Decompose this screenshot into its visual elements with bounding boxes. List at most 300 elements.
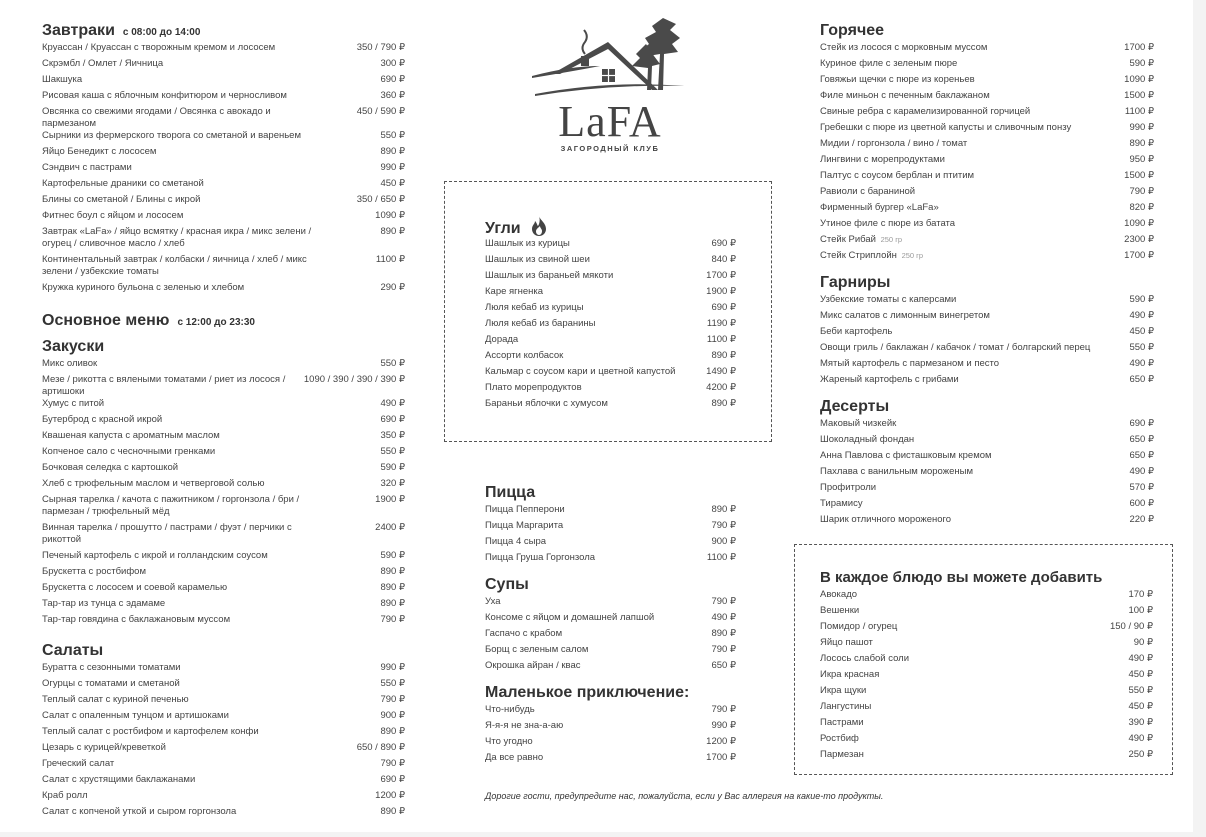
menu-item (42, 598, 405, 614)
menu-item-price: 1100 ₽ (706, 552, 736, 563)
menu-item-price: 1500 ₽ (1124, 170, 1154, 181)
menu-item-name: Борщ с зеленым салом (485, 644, 589, 655)
menu-item-price: 820 ₽ (1129, 202, 1154, 213)
menu-item (820, 701, 1153, 717)
menu-item-name: Жареный картофель с грибами (820, 374, 959, 385)
menu-item-name: Теплый салат с ростбифом и картофелем конфи (42, 726, 259, 737)
menu-item-price: 890 ₽ (711, 398, 736, 409)
menu-item-name: Пастрами (820, 717, 864, 728)
menu-item-price: 590 ₽ (1129, 58, 1154, 69)
adventure-list (485, 704, 736, 768)
menu-item-name: Копченое сало с чесночными гренками (42, 446, 216, 457)
menu-item (42, 282, 405, 298)
menu-item-price: 2300 ₽ (1124, 234, 1154, 245)
menu-item (42, 662, 405, 678)
menu-item (820, 90, 1154, 106)
menu-item-price: 450 ₽ (380, 178, 405, 189)
menu-item (485, 366, 736, 382)
menu-item-price: 350 / 650 ₽ (356, 194, 405, 205)
menu-item-price: 890 ₽ (380, 566, 405, 577)
breakfast-hours: с 08:00 до 14:00 (122, 27, 201, 38)
menu-item-price: 890 ₽ (380, 726, 405, 737)
menu-item (485, 350, 736, 366)
menu-item-name: Квашеная капуста с ароматным маслом (42, 430, 220, 441)
menu-item-price: 690 ₽ (711, 302, 736, 313)
menu-item (42, 566, 405, 582)
menu-item-price: 1100 ₽ (375, 254, 405, 265)
menu-item (820, 186, 1154, 202)
menu-item-name: Что угодно (485, 736, 533, 747)
menu-item-name: Помидор / огурец (820, 621, 898, 632)
menu-item-price: 1090 / 390 / 390 / 390 ₽ (303, 374, 405, 385)
menu-item-price: 690 ₽ (711, 238, 736, 249)
menu-item (485, 382, 736, 398)
menu-item-price: 590 ₽ (380, 550, 405, 561)
menu-item-price: 900 ₽ (711, 536, 736, 547)
menu-item (42, 446, 405, 462)
menu-item (820, 202, 1154, 218)
main-menu-hours: с 12:00 до 23:30 (177, 317, 255, 328)
menu-item-price: 790 ₽ (711, 704, 736, 715)
menu-item-name: Тар-тар из тунца с эдамаме (42, 598, 166, 609)
menu-item-name: Маковый чизкейк (820, 418, 897, 429)
menu-item-name: Фирменный бургер «LaFa» (820, 202, 939, 213)
soups-list (485, 596, 736, 676)
menu-item-name: Кружка куриного бульона с зеленью и хлебом (42, 282, 245, 293)
logo-name: LaFA (558, 97, 662, 146)
starters-list (42, 358, 405, 630)
menu-item (42, 774, 405, 790)
menu-item-name: Цезарь с курицей/креветкой (42, 742, 166, 753)
menu-item-price: 890 ₽ (380, 806, 405, 817)
menu-item-price: 790 ₽ (711, 520, 736, 531)
menu-item-name: Пицца Пепперони (485, 504, 565, 515)
menu-item-price: 490 ₽ (1129, 358, 1154, 369)
menu-item-name: Люля кебаб из курицы (485, 302, 584, 313)
menu-item-name: Гаспачо с крабом (485, 628, 563, 639)
menu-item (820, 106, 1154, 122)
menu-item-name: Стейк Стриплойн 250 гр (820, 250, 924, 261)
menu-item-name: Салат с копченой уткой и сыром горгонзола (42, 806, 237, 817)
menu-item (485, 302, 736, 318)
menu-item (42, 254, 405, 282)
menu-item-name: Брускетта с ростбифом (42, 566, 146, 577)
menu-item-name: Шакшука (42, 74, 83, 85)
menu-item (42, 58, 405, 74)
menu-item-price: 550 ₽ (380, 130, 405, 141)
menu-item (42, 226, 405, 254)
menu-item-name: Каре ягненка (485, 286, 544, 297)
menu-item-name: Утиное филе с пюре из батата (820, 218, 956, 229)
menu-item-name: Блины со сметаной / Блины с икрой (42, 194, 201, 205)
menu-item-name: Яйцо Бенедикт с лососем (42, 146, 157, 157)
menu-item-price: 1090 ₽ (1124, 218, 1154, 229)
menu-item (485, 520, 736, 536)
menu-item-name: Печеный картофель с икрой и голландским соусом (42, 550, 268, 561)
menu-item-name: Икра красная (820, 669, 880, 680)
menu-item (485, 552, 736, 568)
menu-item-price: 790 ₽ (711, 644, 736, 655)
menu-item (820, 122, 1154, 138)
menu-item-name: Круассан / Круассан с творожным кремом и лососем (42, 42, 276, 53)
lafa-logo (530, 14, 690, 156)
section-title-extras: В каждое блюдо вы можете добавить (820, 569, 1103, 586)
menu-item (485, 752, 736, 768)
extras-list (820, 589, 1153, 765)
menu-item (42, 522, 405, 550)
desserts-list (820, 418, 1154, 530)
menu-item (42, 678, 405, 694)
menu-item-name: Лингвини с морепродуктами (820, 154, 945, 165)
menu-item-name: Икра щуки (820, 685, 867, 696)
menu-item-price: 790 ₽ (380, 758, 405, 769)
section-title-hot: Горячее (820, 22, 885, 39)
menu-item (42, 758, 405, 774)
menu-item-price: 550 ₽ (380, 358, 405, 369)
menu-item-price: 1200 ₽ (375, 790, 405, 801)
section-title-desserts: Десерты (820, 398, 890, 415)
menu-item (820, 342, 1154, 358)
menu-item-name: Кальмар с соусом кари и цветной капустой (485, 366, 676, 377)
menu-item (820, 498, 1154, 514)
menu-item-price: 890 ₽ (380, 146, 405, 157)
menu-item-name: Скрэмбл / Омлет / Яичница (42, 58, 164, 69)
menu-item (485, 720, 736, 736)
menu-item (42, 414, 405, 430)
menu-item (485, 596, 736, 612)
menu-item-name: Шоколадный фондан (820, 434, 915, 445)
menu-item (42, 130, 405, 146)
menu-item-name: Сырная тарелка / качота с пажитником / горгонзола / бри / пармезан / трюфельный мёд (42, 494, 300, 517)
menu-item-price: 790 ₽ (1129, 186, 1154, 197)
menu-item-price: 1090 ₽ (1124, 74, 1154, 85)
menu-item-name: Вешенки (820, 605, 860, 616)
menu-item (820, 434, 1154, 450)
menu-item (42, 358, 405, 374)
menu-item-name: Куриное филе с зеленым пюре (820, 58, 958, 69)
menu-item-price: 890 ₽ (380, 598, 405, 609)
house-trees-icon (530, 14, 690, 104)
menu-item-name: Свиные ребра с карамелизированной горчицей (820, 106, 1031, 117)
menu-item-price: 550 ₽ (1129, 342, 1154, 353)
menu-item-price: 1190 ₽ (706, 318, 736, 329)
menu-item-price: 790 ₽ (711, 596, 736, 607)
menu-item-name: Говяжьи щечки с пюре из кореньев (820, 74, 975, 85)
menu-item-price: 1700 ₽ (1124, 250, 1154, 261)
menu-item-price: 590 ₽ (380, 462, 405, 473)
logo-subtitle: ЗАГОРОДНЫЙ КЛУБ (560, 144, 660, 153)
menu-item (42, 90, 405, 106)
coals-section (485, 212, 736, 414)
menu-item-price: 570 ₽ (1129, 482, 1154, 493)
allergy-note: Дорогие гости, предупредите нас, пожалуйста, если у Вас аллергия на какие-то продукты. (485, 791, 884, 801)
menu-item (42, 478, 405, 494)
menu-item-name: Шашлык из бараньей мякоти (485, 270, 614, 281)
menu-item (485, 238, 736, 254)
menu-item-name: Плато морепродуктов (485, 382, 582, 393)
menu-item (820, 653, 1153, 669)
middle-column (485, 478, 736, 768)
menu-item (42, 614, 405, 630)
menu-item (42, 694, 405, 710)
menu-item-name: Бутерброд с красной икрой (42, 414, 163, 425)
section-title-starters: Закуски (42, 338, 105, 355)
menu-item-price: 1500 ₽ (1124, 90, 1154, 101)
menu-item-price: 1900 ₽ (375, 494, 405, 505)
menu-item-name: Пахлава с ванильным мороженым (820, 466, 973, 477)
menu-item-name: Тар-тар говядина с баклажановым муссом (42, 614, 231, 625)
menu-item-name: Континентальный завтрак / колбаски / яичница / хлеб / микс зелени / узбекские томаты (42, 254, 307, 277)
menu-item-price: 1490 ₽ (706, 366, 736, 377)
menu-item-price: 990 ₽ (711, 720, 736, 731)
menu-item-name: Шашлык из курицы (485, 238, 570, 249)
menu-item-price: 1090 ₽ (375, 210, 405, 221)
menu-item (820, 374, 1154, 390)
menu-item (820, 685, 1153, 701)
menu-item-name: Бочковая селедка с картошкой (42, 462, 179, 473)
menu-item-name: Брускетта с лососем и соевой карамелью (42, 582, 228, 593)
menu-item-price: 360 ₽ (380, 90, 405, 101)
menu-item-name: Шашлык из свиной шеи (485, 254, 590, 265)
menu-item-name: Завтрак «LaFa» / яйцо всмятку / красная икра / микс зелени / огурец / сливочное масло / хлеб (42, 226, 312, 249)
menu-item-price: 550 ₽ (380, 678, 405, 689)
menu-item-price: 100 ₽ (1128, 605, 1153, 616)
menu-item-name: Сэндвич с пастрами (42, 162, 132, 173)
menu-item-price: 890 ₽ (711, 504, 736, 515)
salads-list (42, 662, 405, 822)
menu-item-price: 590 ₽ (1129, 294, 1154, 305)
menu-item-price: 490 ₽ (380, 398, 405, 409)
menu-item-name: Стейк из лосося с морковным муссом (820, 42, 988, 53)
menu-item (820, 418, 1154, 434)
menu-item (820, 466, 1154, 482)
menu-item (820, 637, 1153, 653)
menu-item-price: 350 / 790 ₽ (356, 42, 405, 53)
menu-item (485, 398, 736, 414)
menu-item (820, 234, 1154, 250)
right-column (820, 20, 1154, 530)
menu-item-name: Буратта с сезонными томатами (42, 662, 181, 673)
menu-item-name: Микс оливок (42, 358, 98, 369)
menu-item (820, 42, 1154, 58)
menu-item (485, 286, 736, 302)
menu-item-price: 490 ₽ (1128, 653, 1153, 664)
menu-item-name: Люля кебаб из баранины (485, 318, 596, 329)
menu-item (820, 154, 1154, 170)
menu-item-price: 490 ₽ (1129, 466, 1154, 477)
menu-item-name: Овсянка со свежими ягодами / Овсянка с авокадо и пармезаном (42, 106, 271, 129)
menu-item-price: 890 ₽ (1129, 138, 1154, 149)
section-title-adventure: Маленькое приключение: (485, 684, 690, 701)
menu-item (820, 310, 1154, 326)
menu-item (820, 749, 1153, 765)
menu-item-name: Ростбиф (820, 733, 859, 744)
menu-item-name: Мятый картофель с пармезаном и песто (820, 358, 1000, 369)
menu-item-price: 990 ₽ (380, 162, 405, 173)
menu-item-price: 1100 ₽ (1124, 106, 1154, 117)
menu-item-name: Хлеб с трюфельным маслом и четверговой солью (42, 478, 265, 489)
menu-item (820, 170, 1154, 186)
menu-item (485, 270, 736, 286)
menu-item-price: 2400 ₽ (375, 522, 405, 533)
menu-item (42, 582, 405, 598)
menu-item-name: Что-нибудь (485, 704, 535, 715)
menu-item-price: 690 ₽ (380, 414, 405, 425)
menu-item (820, 358, 1154, 374)
menu-item-price: 290 ₽ (380, 282, 405, 293)
menu-item-price: 450 ₽ (1128, 701, 1153, 712)
menu-item-name: Лосось слабой соли (820, 653, 910, 664)
menu-item-name: Палтус с соусом берблан и птитим (820, 170, 975, 181)
menu-item-price: 1700 ₽ (706, 752, 736, 763)
section-title-coals: Угли (485, 216, 736, 238)
breakfast-list (42, 42, 405, 298)
menu-item (820, 74, 1154, 90)
extras-box (794, 544, 1173, 775)
section-title-salads: Салаты (42, 642, 104, 659)
menu-item-name: Уха (485, 596, 501, 607)
menu-item-name: Краб ролл (42, 790, 88, 801)
menu-item-price: 890 ₽ (711, 628, 736, 639)
menu-item-name: Пицца Груша Горгонзола (485, 552, 596, 563)
menu-item-name: Хумус с питой (42, 398, 105, 409)
menu-item-price: 450 / 590 ₽ (356, 106, 405, 117)
menu-item-price: 450 ₽ (1128, 669, 1153, 680)
menu-item-price: 950 ₽ (1129, 154, 1154, 165)
section-title-sides: Гарниры (820, 274, 891, 291)
menu-item (820, 218, 1154, 234)
coals-box (444, 181, 772, 442)
menu-item-price: 550 ₽ (380, 446, 405, 457)
menu-item-name: Окрошка айран / квас (485, 660, 581, 671)
menu-item (42, 374, 405, 398)
menu-item-name: Салат с опаленным тунцом и артишоками (42, 710, 229, 721)
menu-item-price: 320 ₽ (380, 478, 405, 489)
menu-item-name: Гребешки с пюре из цветной капусты и сливочным понзу (820, 122, 1072, 133)
menu-item (820, 482, 1154, 498)
menu-item-name: Пицца Маргарита (485, 520, 564, 531)
menu-item (485, 536, 736, 552)
menu-item-name: Шарик отличного мороженого (820, 514, 952, 525)
menu-item (42, 146, 405, 162)
menu-item-price: 300 ₽ (380, 58, 405, 69)
menu-item (820, 717, 1153, 733)
menu-item-name: Тирамису (820, 498, 863, 509)
menu-item-price: 650 ₽ (1129, 434, 1154, 445)
menu-item (42, 74, 405, 90)
menu-item-price: 250 ₽ (1128, 749, 1153, 760)
menu-item-price: 990 ₽ (380, 662, 405, 673)
menu-item-price: 890 ₽ (380, 582, 405, 593)
menu-item-name: Бараньи яблочки с хумусом (485, 398, 608, 409)
menu-item (485, 334, 736, 350)
menu-item (485, 612, 736, 628)
menu-item-name: Филе миньон с печенным баклажаном (820, 90, 990, 101)
menu-item (42, 806, 405, 822)
menu-item (485, 704, 736, 720)
menu-item-name: Мезе / рикотта с вялеными томатами / риет из лосося / артишоки (42, 374, 286, 397)
menu-item-name: Беби картофель (820, 326, 893, 337)
menu-item-name: Салат с хрустящими баклажанами (42, 774, 196, 785)
section-title-pizza: Пицца (485, 484, 536, 501)
menu-item (485, 254, 736, 270)
menu-item-price: 890 ₽ (711, 350, 736, 361)
menu-item-name: Я-я-я не зна-а-аю (485, 720, 564, 731)
menu-item-price: 690 ₽ (1129, 418, 1154, 429)
menu-item (42, 106, 405, 130)
menu-item-name: Равиоли с бараниной (820, 186, 916, 197)
menu-item-price: 220 ₽ (1129, 514, 1154, 525)
menu-item (820, 250, 1154, 266)
sides-list (820, 294, 1154, 390)
menu-item (820, 589, 1153, 605)
left-column (42, 20, 405, 822)
menu-item-price: 690 ₽ (380, 774, 405, 785)
menu-item-price: 350 ₽ (380, 430, 405, 441)
menu-item-price: 390 ₽ (1128, 717, 1153, 728)
menu-item (42, 430, 405, 446)
menu-item-name: Пармезан (820, 749, 864, 760)
pizza-list (485, 504, 736, 568)
menu-item (42, 550, 405, 566)
menu-item-name: Авокадо (820, 589, 858, 600)
menu-item-name: Огурцы с томатами и сметаной (42, 678, 180, 689)
menu-item (42, 162, 405, 178)
section-title-soups: Супы (485, 576, 529, 593)
menu-item (485, 660, 736, 676)
section-title-breakfast: Завтраки с 08:00 до 14:00 (42, 22, 201, 39)
menu-item-price: 600 ₽ (1129, 498, 1154, 509)
menu-item (820, 733, 1153, 749)
menu-item-name: Картофельные драники со сметаной (42, 178, 204, 189)
extras-section (820, 563, 1153, 765)
menu-item (820, 138, 1154, 154)
menu-item-name: Рисовая каша с яблочным конфитюром и черносливом (42, 90, 287, 101)
menu-item-price: 150 / 90 ₽ (1109, 621, 1153, 632)
menu-item-price: 1900 ₽ (706, 286, 736, 297)
menu-item-price: 840 ₽ (711, 254, 736, 265)
menu-item-price: 1200 ₽ (706, 736, 736, 747)
menu-item (820, 621, 1153, 637)
section-title-main-menu: Основное меню с 12:00 до 23:30 (42, 312, 255, 329)
menu-item-name: Мидии / горгонзола / вино / томат (820, 138, 968, 149)
menu-item-name: Стейк Рибай 250 гр (820, 234, 903, 245)
menu-item (820, 58, 1154, 74)
menu-item (485, 504, 736, 520)
menu-item (42, 210, 405, 226)
menu-item-name: Греческий салат (42, 758, 115, 769)
menu-item-name: Сырники из фермерского творога со сметаной и вареньем (42, 130, 301, 141)
menu-item-name: Винная тарелка / прошутто / пастрами / фуэт / перчики с рикоттой (42, 522, 292, 545)
menu-item-weight: 250 гр (901, 251, 924, 260)
menu-item-name: Пицца 4 сыра (485, 536, 547, 547)
menu-item-price: 990 ₽ (1129, 122, 1154, 133)
menu-item-price: 90 ₽ (1133, 637, 1153, 648)
menu-item (42, 462, 405, 478)
menu-item-price: 170 ₽ (1128, 589, 1153, 600)
menu-item-price: 550 ₽ (1128, 685, 1153, 696)
menu-item (42, 726, 405, 742)
menu-item (42, 742, 405, 758)
menu-item (42, 194, 405, 210)
menu-item (42, 178, 405, 194)
menu-item-price: 450 ₽ (1129, 326, 1154, 337)
menu-item-price: 4200 ₽ (706, 382, 736, 393)
menu-item-price: 690 ₽ (380, 74, 405, 85)
menu-item (820, 326, 1154, 342)
menu-item-name: Яйцо пашот (820, 637, 873, 648)
menu-item (485, 318, 736, 334)
